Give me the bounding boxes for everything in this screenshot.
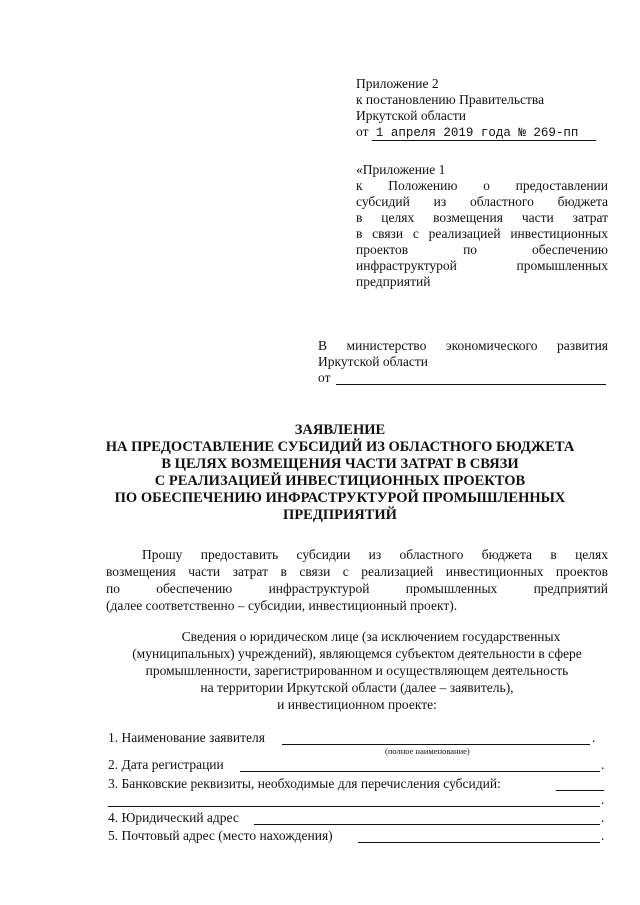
appendix1-line: «Приложение 1 — [356, 162, 446, 177]
addressee-from-line — [318, 370, 608, 386]
form-item-postal-address — [108, 828, 333, 844]
title-line: ПРЕДПРИЯТИЙ — [283, 507, 397, 523]
appendix-number: Приложение 2 — [356, 76, 439, 91]
appendix-date-number-text: 1 апреля 2019 года № 269-пп — [375, 126, 579, 140]
appendix1-line: проектов по обеспечению — [356, 242, 608, 257]
registration-date-field[interactable] — [240, 771, 600, 772]
postal-address-field[interactable] — [358, 842, 600, 843]
info-line: промышленности, зарегистрированном и осуществляющем деятельность — [145, 663, 569, 678]
appendix-header — [356, 76, 606, 141]
appendix-date-line — [356, 124, 606, 141]
registration-date-end: . — [601, 757, 605, 772]
form-item-registration-date — [108, 757, 224, 773]
addressee-from-prefix: от — [318, 370, 331, 385]
document-title — [60, 422, 620, 524]
request-line: возмещения части затрат в связи с реализацией инвестиционных проектов — [106, 564, 608, 579]
request-paragraph — [106, 546, 608, 614]
applicant-name-end: . — [592, 730, 596, 745]
info-paragraph — [106, 628, 608, 713]
appendix-date-number — [372, 126, 597, 141]
title-line: ЗАЯВЛЕНИЕ — [294, 422, 386, 438]
appendix-resolution: к постановлению Правительства — [356, 92, 545, 107]
appendix1-line: в целях возмещения части затрат — [356, 210, 608, 225]
legal-address-label: 4. Юридический адрес — [108, 810, 239, 825]
postal-address-label: 5. Почтовый адрес (место нахождения) — [108, 828, 333, 843]
bank-details-end: . — [601, 792, 605, 807]
appendix1-line: инфраструктурой промышленных — [356, 258, 608, 273]
form-item-applicant-name — [108, 730, 265, 746]
legal-address-field[interactable] — [254, 824, 600, 825]
info-line: и инвестиционном проекте: — [277, 697, 437, 712]
applicant-name-field[interactable] — [282, 744, 590, 745]
appendix1-line: к Положению о предоставлении — [356, 178, 608, 193]
title-line: С РЕАЛИЗАЦИЕЙ ИНВЕСТИЦИОННЫХ ПРОЕКТОВ — [154, 473, 526, 489]
appendix1-line: субсидий из областного бюджета — [356, 194, 608, 209]
bank-details-label: 3. Банковские реквизиты, необходимые для перечисления субсидий: — [108, 776, 501, 791]
addressee-from-field[interactable] — [336, 384, 606, 385]
postal-address-end: . — [601, 828, 605, 843]
appendix-region: Иркутской области — [356, 108, 467, 123]
info-line: (муниципальных) учреждений), являющемся субъектом деятельности в сфере — [132, 646, 582, 661]
legal-address-end: . — [601, 810, 605, 825]
bank-details-field-2[interactable] — [108, 806, 600, 807]
bank-details-field-1[interactable] — [556, 790, 604, 791]
addressee-region: Иркутской области — [318, 354, 429, 369]
appendix1-line: в связи с реализацией инвестиционных — [356, 226, 608, 241]
form-item-legal-address — [108, 810, 239, 826]
title-line: НА ПРЕДОСТАВЛЕНИЕ СУБСИДИЙ ИЗ ОБЛАСТНОГО БЮДЖЕТА — [105, 439, 575, 455]
title-line: В ЦЕЛЯХ ВОЗМЕЩЕНИЯ ЧАСТИ ЗАТРАТ В СВЯЗИ — [161, 456, 519, 472]
info-line: на территории Иркутской области (далее – заявитель), — [200, 680, 514, 695]
appendix-from-prefix: от — [356, 124, 369, 139]
appendix1-header — [356, 162, 608, 290]
title-line: ПО ОБЕСПЕЧЕНИЮ ИНФРАСТРУКТУРОЙ ПРОМЫШЛЕННЫХ — [114, 490, 566, 506]
registration-date-label: 2. Дата регистрации — [108, 757, 224, 772]
request-line: (далее соответственно – субсидии, инвестиционный проект). — [106, 598, 458, 613]
applicant-name-hint: (полное наименование) — [385, 746, 470, 756]
request-line: по обеспечению инфраструктурой промышленных предприятий — [106, 581, 608, 596]
applicant-name-label: 1. Наименование заявителя — [108, 730, 265, 745]
info-line: Сведения о юридическом лице (за исключением государственных — [181, 629, 561, 644]
addressee-ministry: В министерство экономического развития — [318, 338, 608, 353]
request-line: Прошу предоставить субсидии из областного бюджета в целях — [142, 547, 608, 562]
appendix1-line: предприятий — [356, 274, 431, 289]
addressee-block — [318, 338, 608, 386]
form-item-bank-details — [108, 776, 501, 792]
